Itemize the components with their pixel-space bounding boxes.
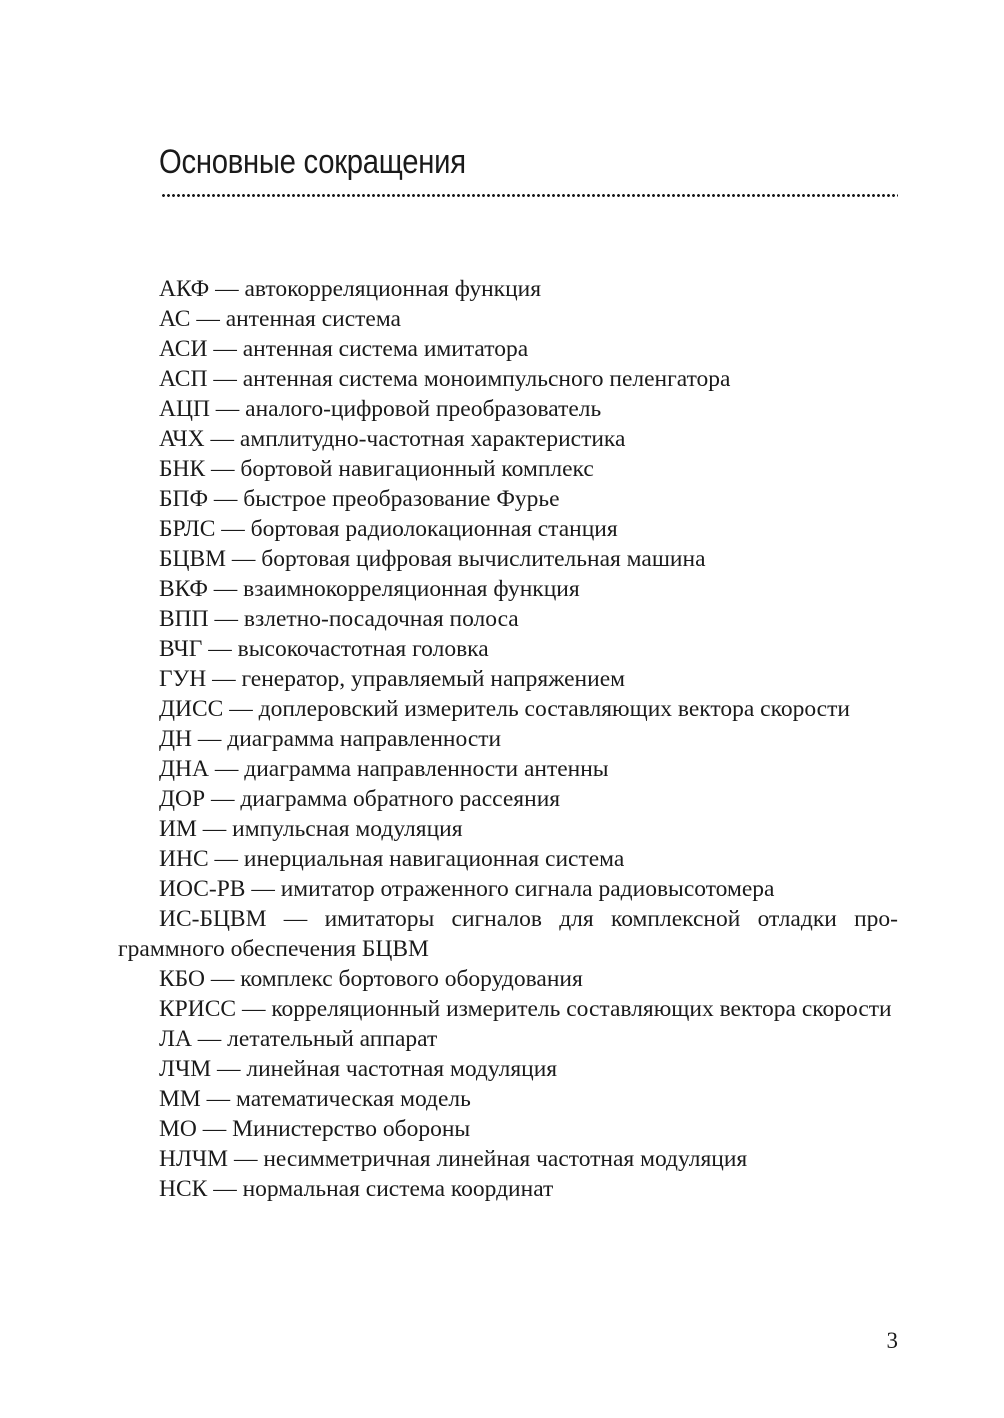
abbreviation-entry: ВЧГ — высокочастотная головка <box>159 636 489 662</box>
abbreviation-definition: доплеровский измеритель составляющих вектора скорости <box>258 696 850 722</box>
abbreviation-entry: КРИСС — корреляционный измеритель составляющих вектора скорости <box>159 996 892 1022</box>
abbreviation-term: ИС-БЦВМ <box>159 906 267 932</box>
abbreviation-definition: бортовая цифровая вычислительная машина <box>261 546 706 572</box>
abbreviation-definition: инерциальная навигационная система <box>243 846 625 872</box>
abbreviation-definition: генератор, управляемый напряжением <box>241 666 626 692</box>
abbreviation-definition: комплекс бортового оборудования <box>240 966 583 992</box>
abbreviation-entry: ИМ — импульсная модуляция <box>159 816 463 842</box>
abbreviation-definition: импульсная модуляция <box>232 816 463 842</box>
abbreviation-term: ГУН <box>159 666 207 692</box>
abbreviation-term: ВЧГ <box>159 636 203 662</box>
abbreviation-term: ЛЧМ <box>159 1056 212 1082</box>
abbreviation-definition: имитатор отраженного сигнала радиовысотомера <box>280 876 775 902</box>
abbreviation-definition: взлетно-посадочная полоса <box>243 606 519 632</box>
abbreviation-entry: АЧХ — амплитудно-частотная характеристика <box>159 426 626 452</box>
abbreviation-term: ИНС <box>159 846 209 872</box>
abbreviation-term: БЦВМ <box>159 546 227 572</box>
abbreviation-term: КБО <box>159 966 205 992</box>
abbreviation-definition: Министерство обороны <box>232 1116 471 1142</box>
abbreviation-definition: математическая модель <box>236 1086 471 1112</box>
abbreviation-definition: имитаторы сигналов для комплексной отладки программного обеспечения БЦВМ <box>118 906 898 962</box>
abbreviation-entry: ДНА — диаграмма направленности антенны <box>159 756 609 782</box>
abbreviation-entry: КБО — комплекс бортового оборудования <box>159 966 583 992</box>
abbreviation-term: ММ <box>159 1086 201 1112</box>
abbreviation-entry: АС — антенная система <box>159 306 401 332</box>
abbreviation-definition: высокочастотная головка <box>237 636 489 662</box>
abbreviation-definition: амплитудно-частотная характеристика <box>239 426 626 452</box>
abbreviation-definition: диаграмма обратного рассеяния <box>240 786 561 812</box>
abbreviation-entry: ИС-БЦВМ — имитаторы сигналов для комплексной отладки программного обеспечения БЦВМ <box>118 906 898 962</box>
abbreviation-term: АС <box>159 306 191 332</box>
abbreviation-entry: ММ — математическая модель <box>159 1086 471 1112</box>
abbreviation-definition: диаграмма направленности антенны <box>244 756 609 782</box>
abbreviation-term: БНК <box>159 456 206 482</box>
abbreviation-term: АСП <box>159 366 208 392</box>
abbreviation-definition: антенная система моноимпульсного пеленгатора <box>242 366 731 392</box>
abbreviation-term: ДОР <box>159 786 206 812</box>
abbreviation-term: ВПП <box>159 606 209 632</box>
abbreviation-entry: АСИ — антенная система имитатора <box>159 336 529 362</box>
abbreviation-entry: НЛЧМ — несимметричная линейная частотная модуляция <box>159 1146 748 1172</box>
abbreviation-term: БРЛС <box>159 516 216 542</box>
abbreviation-entry: БРЛС — бортовая радиолокационная станция <box>159 516 618 542</box>
abbreviation-entry: БНК — бортовой навигационный комплекс <box>159 456 594 482</box>
abbreviation-term: КРИСС <box>159 996 237 1022</box>
abbreviation-entry: МО — Министерство обороны <box>159 1116 471 1142</box>
abbreviation-list <box>118 274 898 1204</box>
abbreviation-definition: несимметричная линейная частотная модуляция <box>263 1146 748 1172</box>
abbreviation-term: ДНА <box>159 756 209 782</box>
abbreviation-term: АЧХ <box>159 426 205 452</box>
abbreviation-definition: взаимнокорреляционная функция <box>243 576 580 602</box>
page-title: Основные сокращения <box>159 143 466 181</box>
abbreviation-definition: аналого-цифровой преобразователь <box>245 396 602 422</box>
abbreviation-definition: антенная система имитатора <box>242 336 529 362</box>
abbreviation-definition: летательный аппарат <box>227 1026 438 1052</box>
abbreviation-definition: линейная частотная модуляция <box>246 1056 558 1082</box>
abbreviation-entry: ЛА — летательный аппарат <box>159 1026 438 1052</box>
abbreviation-entry: ИНС — инерциальная навигационная система <box>159 846 625 872</box>
abbreviation-definition: диаграмма направленности <box>227 726 502 752</box>
abbreviation-entry: ИОС-РВ — имитатор отраженного сигнала радиовысотомера <box>159 876 775 902</box>
page-number: 3 <box>886 1328 898 1353</box>
abbreviation-entry: ДОР — диаграмма обратного рассеяния <box>159 786 561 812</box>
abbreviation-term: ДИСС <box>159 696 224 722</box>
abbreviation-term: ЛА <box>159 1026 192 1052</box>
abbreviation-definition: автокорреляционная функция <box>244 276 542 302</box>
abbreviation-definition: быстрое преобразование Фурье <box>243 486 560 512</box>
abbreviation-definition: антенная система <box>225 306 401 332</box>
abbreviation-entry: ГУН — генератор, управляемый напряжением <box>159 666 626 692</box>
abbreviation-term: ДН <box>159 726 193 752</box>
abbreviation-definition: нормальная система координат <box>242 1176 554 1202</box>
abbreviation-entry: НСК — нормальная система координат <box>159 1176 554 1202</box>
dotted-divider <box>161 193 898 198</box>
abbreviation-term: ВКФ <box>159 576 208 602</box>
abbreviation-definition: корреляционный измеритель составляющих вектора скорости <box>271 996 892 1022</box>
abbreviation-term: АСИ <box>159 336 208 362</box>
abbreviation-entry: ДН — диаграмма направленности <box>159 726 502 752</box>
abbreviation-entry: ЛЧМ — линейная частотная модуляция <box>159 1056 558 1082</box>
abbreviation-term: МО <box>159 1116 197 1142</box>
abbreviation-definition: бортовой навигационный комплекс <box>240 456 594 482</box>
abbreviation-term: НСК <box>159 1176 208 1202</box>
abbreviation-term: НЛЧМ <box>159 1146 229 1172</box>
abbreviation-entry: БЦВМ — бортовая цифровая вычислительная машина <box>159 546 706 572</box>
abbreviation-entry: ДИСС — доплеровский измеритель составляющих вектора скорости <box>159 696 850 722</box>
abbreviation-entry: БПФ — быстрое преобразование Фурье <box>159 486 560 512</box>
abbreviation-term: АКФ <box>159 276 210 302</box>
abbreviation-entry: АСП — антенная система моноимпульсного пеленгатора <box>159 366 731 392</box>
abbreviation-term: БПФ <box>159 486 209 512</box>
abbreviation-term: ИОС-РВ <box>159 876 246 902</box>
abbreviation-definition: бортовая радиолокационная станция <box>250 516 618 542</box>
abbreviation-entry: ВПП — взлетно-посадочная полоса <box>159 606 519 632</box>
abbreviation-entry: ВКФ — взаимнокорреляционная функция <box>159 576 580 602</box>
abbreviation-entry: АКФ — автокорреляционная функция <box>159 276 542 302</box>
abbreviation-term: ИМ <box>159 816 197 842</box>
abbreviation-term: АЦП <box>159 396 210 422</box>
abbreviation-entry: АЦП — аналого-цифровой преобразователь <box>159 396 602 422</box>
